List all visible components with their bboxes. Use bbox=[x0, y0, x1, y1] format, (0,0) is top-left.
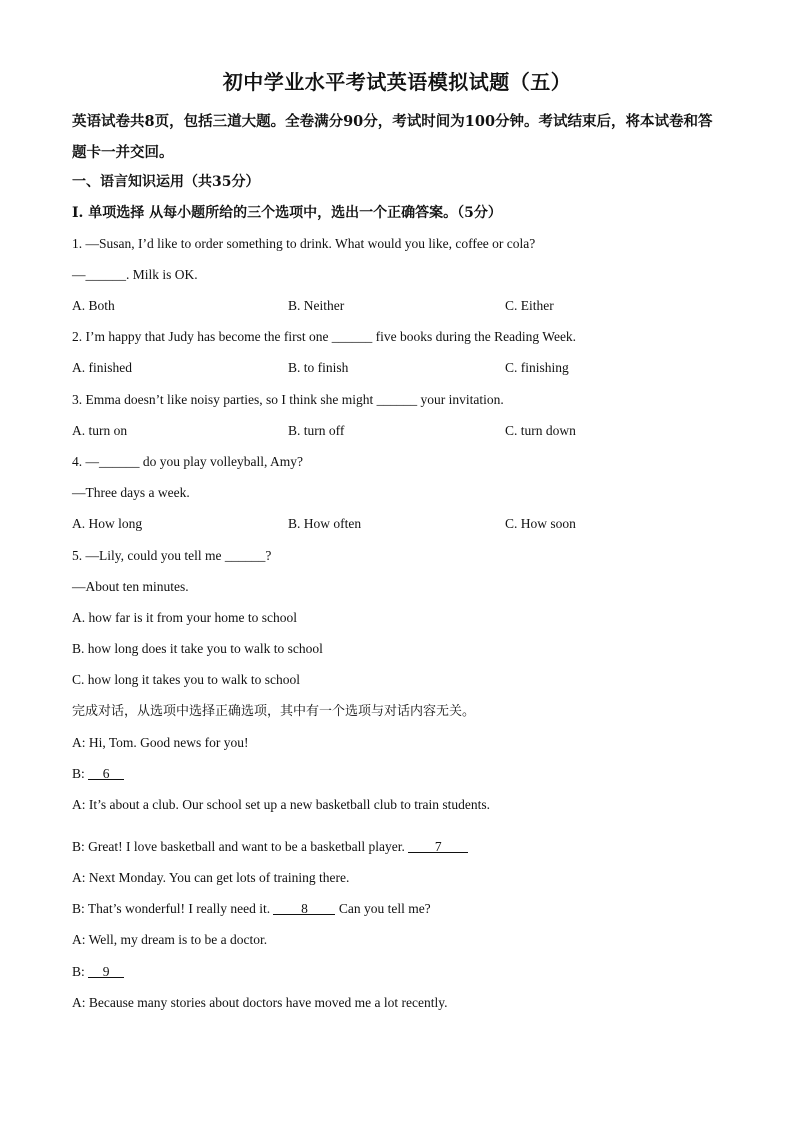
question-5-reply: —About ten minutes. bbox=[72, 579, 189, 594]
answer-blank-6: 6 bbox=[88, 765, 124, 780]
dialogue-line-6 bbox=[72, 900, 431, 918]
question-2-option-c: C. finishing bbox=[505, 360, 569, 375]
dialogue-text: B: Great! I love basketball and want to be a basketball player. bbox=[72, 839, 409, 854]
question-1-option-a: A. Both bbox=[72, 298, 115, 313]
exam-instructions: 英语试卷共8页，包括三道大题。全卷满分90分，考试时间为100分钟。考试结束后，将本试卷和答题卡一并交回。 bbox=[72, 113, 713, 161]
question-3-option-b: B. turn off bbox=[288, 423, 345, 438]
question-2-option-b: B. to finish bbox=[288, 360, 349, 375]
question-3-stem: 3. Emma doesn’t like noisy parties, so I think she might ______ your invitation. bbox=[72, 392, 504, 407]
question-5-option-c: C. how long it takes you to walk to school bbox=[72, 672, 300, 687]
section-heading: 一、语言知识运用（共35分） bbox=[72, 174, 260, 190]
question-4-option-a: A. How long bbox=[72, 516, 143, 531]
dialogue-line-2 bbox=[72, 765, 124, 783]
question-1-option-c: C. Either bbox=[505, 298, 554, 313]
dialogue-speaker: B: bbox=[72, 766, 89, 781]
question-4-option-c: C. How soon bbox=[505, 516, 576, 531]
question-1-reply: —______. Milk is OK. bbox=[72, 267, 198, 282]
question-5-stem: 5. —Lily, could you tell me ______? bbox=[72, 548, 272, 563]
exam-title: 初中学业水平考试英语模拟试题（五） bbox=[222, 70, 572, 94]
dialogue-text: B: That’s wonderful! I really need it. bbox=[72, 901, 274, 916]
question-4-option-b: B. How often bbox=[288, 516, 362, 531]
dialogue-line-1: A: Hi, Tom. Good news for you! bbox=[72, 735, 249, 750]
question-1-stem: 1. —Susan, I’d like to order something to drink. What would you like, coffee or cola? bbox=[72, 236, 536, 251]
dialogue-line-8 bbox=[72, 963, 124, 981]
question-4-reply: —Three days a week. bbox=[72, 485, 190, 500]
question-3-option-a: A. turn on bbox=[72, 423, 128, 438]
question-2-stem: 2. I’m happy that Judy has become the first one ______ five books during the Reading Week. bbox=[72, 329, 577, 344]
question-5-option-b: B. how long does it take you to walk to school bbox=[72, 641, 323, 656]
part-heading: Ⅰ. 单项选择 从每小题所给的三个选项中，选出一个正确答案。（5分） bbox=[72, 205, 502, 221]
dialogue-line-3: A: It’s about a club. Our school set up a new basketball club to train students. bbox=[72, 797, 491, 812]
question-1-option-b: B. Neither bbox=[288, 298, 345, 313]
dialogue-line-7: A: Well, my dream is to be a doctor. bbox=[72, 932, 268, 947]
dialogue-line-4 bbox=[72, 838, 468, 856]
dialogue-instructions: 完成对话，从选项中选择正确选项，其中有一个选项与对话内容无关。 bbox=[72, 704, 476, 719]
dialogue-line-9: A: Because many stories about doctors have moved me a lot recently. bbox=[72, 995, 448, 1010]
dialogue-line-5: A: Next Monday. You can get lots of training there. bbox=[72, 870, 350, 885]
question-4-stem: 4. —______ do you play volleyball, Amy? bbox=[72, 454, 303, 469]
question-3-option-c: C. turn down bbox=[505, 423, 576, 438]
question-5-option-a: A. how far is it from your home to school bbox=[72, 610, 297, 625]
dialogue-text-tail: Can you tell me? bbox=[335, 901, 431, 916]
answer-blank-9: 9 bbox=[88, 963, 124, 978]
question-2-option-a: A. finished bbox=[72, 360, 132, 375]
answer-blank-8: 8 bbox=[273, 900, 335, 915]
answer-blank-7: 7 bbox=[408, 838, 468, 853]
dialogue-speaker: B: bbox=[72, 964, 89, 979]
